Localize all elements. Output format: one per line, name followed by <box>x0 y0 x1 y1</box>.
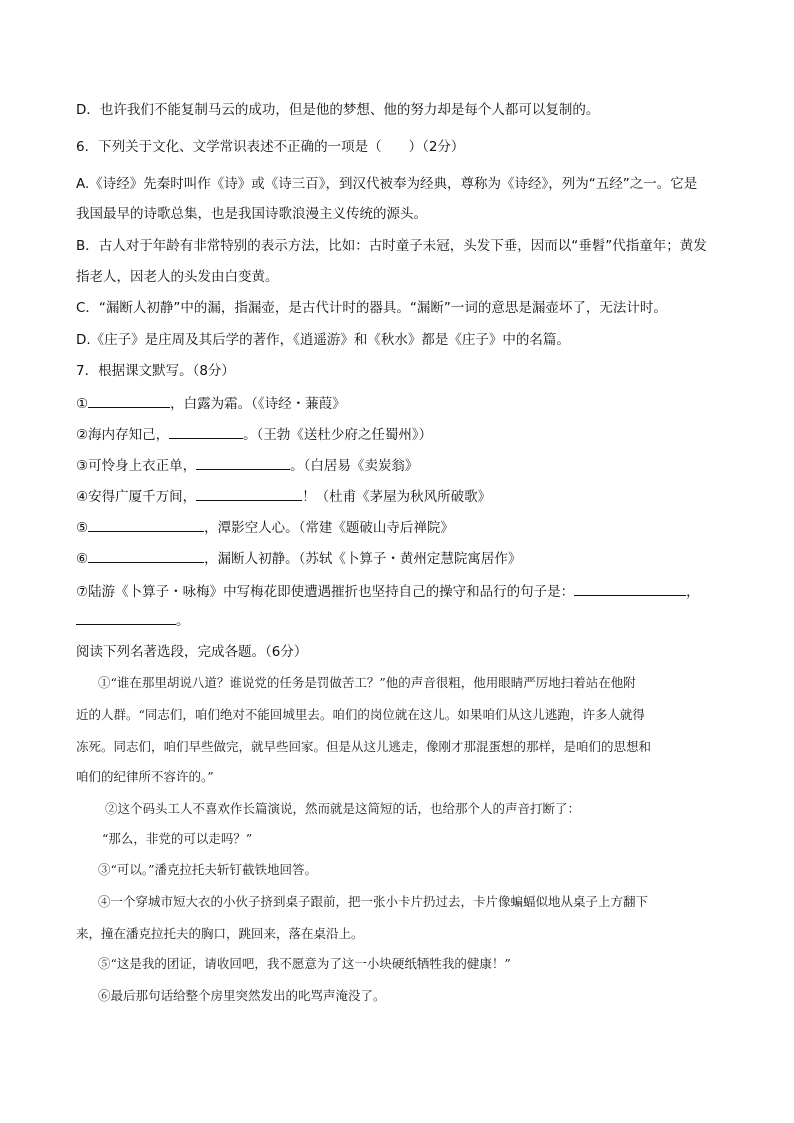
passage-p1-line4: 咱们的纪律所不容许的。” <box>76 769 214 784</box>
q7-item-2-prefix: ②海内存知己， <box>76 427 170 443</box>
q7-item-7 <box>76 581 721 601</box>
q6-option-a-line2: 我国最早的诗歌总集，也是我国诗歌浪漫主义传统的源头。 <box>76 206 427 222</box>
q7-item-4-prefix: ④安得广厦千万间， <box>76 489 197 505</box>
answer-blank[interactable] <box>76 610 176 625</box>
answer-blank[interactable] <box>88 393 170 408</box>
q7-item-1-suffix: ，白露为霜。（《诗经・蒹葭》 <box>170 396 346 412</box>
q6-option-c: C．“漏断人初静”中的漏，指漏壶，是古代计时的器具。“漏断”一词的意思是漏壶坏了，无法计时。 <box>76 300 667 316</box>
q7-item-3-prefix: ③可怜身上衣正单， <box>76 458 197 474</box>
q7-item-4-suffix: ！（杜甫《茅屋为秋风所破歌》 <box>302 489 492 505</box>
answer-blank[interactable] <box>196 486 302 501</box>
q6-option-d: D.《庄子》是庄周及其后学的著作，《逍遥游》和《秋水》都是《庄子》中的名篇。 <box>76 332 570 348</box>
q7-item-6-prefix: ⑥ <box>76 551 89 567</box>
passage-p2: ②这个码头工人不喜欢作长篇演说，然而就是这简短的话，也给那个人的声音打断了： <box>105 801 581 816</box>
q5-option-d: D．也许我们不能复制马云的成功，但是他的梦想、他的努力却是每个人都可以复制的。 <box>76 102 600 118</box>
answer-blank[interactable] <box>574 581 686 596</box>
q7-item-2-suffix: 。（王勃《送杜少府之任蜀州》） <box>243 427 433 443</box>
q6-option-a-line1: A.《诗经》先秦时叫作《诗》或《诗三百》，到汉代被奉为经典，尊称为《诗经》，列为“五经”之一。它是 <box>76 176 698 192</box>
q7-item-3 <box>76 455 721 475</box>
q7-item-3-suffix: 。（白居易《卖炭翁》 <box>290 458 419 474</box>
passage-p6: ⑥最后那句话给整个房里突然发出的叱骂声淹没了。 <box>98 988 386 1003</box>
q6-option-b-line2: 指老人，因老人的头发由白变黄。 <box>76 269 279 285</box>
q7-item-5 <box>76 517 721 537</box>
q6-stem: 6．下列关于文化、文学常识表述不正确的一项是（ ）（2分） <box>76 139 465 155</box>
passage-p3: ③“可以。”潘克拉托夫斩钉截铁地回答。 <box>98 862 318 877</box>
q7-item-7-comma: ， <box>686 584 700 600</box>
q7-item-5-prefix: ⑤ <box>76 520 89 536</box>
q7-item-1-prefix: ① <box>76 396 89 412</box>
passage-p4-line2: 来，撞在潘克拉托夫的胸口，跳回来，落在桌沿上。 <box>76 926 364 941</box>
passage-p4-line1: ④一个穿城市短大衣的小伙子挤到桌子跟前，把一张小卡片扔过去，卡片像蝙蝠似地从桌子上方翻下 <box>98 894 649 909</box>
q7-item-6 <box>76 548 721 568</box>
answer-blank[interactable] <box>88 548 204 563</box>
passage-p1-line2: 近的人群。“同志们，咱们绝对不能回城里去。咱们的岗位就在这儿。如果咱们从这儿逃跑，许多人就得 <box>76 707 645 722</box>
passage-p5: ⑤“这是我的团证，请收回吧，我不愿意为了这一小块硬纸牺牲我的健康！” <box>98 956 511 971</box>
answer-blank[interactable] <box>169 424 243 439</box>
q7-stem: 7．根据课文默写。（8分） <box>76 363 235 379</box>
reading-instruction: 阅读下列名著选段，完成各题。（6分） <box>76 644 308 660</box>
q7-item-2 <box>76 424 721 444</box>
q7-item-4 <box>76 486 721 506</box>
q7-item-7-cont <box>76 610 721 630</box>
answer-blank[interactable] <box>88 517 204 532</box>
q7-item-1 <box>76 393 721 413</box>
answer-blank[interactable] <box>196 455 290 470</box>
q6-option-b-line1: B．古人对于年龄有非常特别的表示方法，比如：古时童子未冠，头发下垂，因而以“垂髫”代指童年；黄发 <box>76 238 707 254</box>
q7-item-6-suffix: ，漏断人初静。（苏轼《卜算子・黄州定慧院寓居作》 <box>204 551 522 567</box>
q7-item-5-suffix: ，潭影空人心。（常建《题破山寺后禅院》 <box>204 520 454 536</box>
passage-p2-quote: “那么，非党的可以走吗？” <box>102 831 253 846</box>
q7-item-7-end: 。 <box>176 613 190 629</box>
q7-item-7-text: ⑦陆游《卜算子・咏梅》中写梅花即使遭遇摧折也坚持自己的操守和品行的句子是： <box>76 584 575 600</box>
passage-p1-line1: ①“谁在那里胡说八道？谁说党的任务是罚做苦工？”他的声音很粗，他用眼睛严厉地扫着站在他附 <box>98 675 636 690</box>
passage-p1-line3: 冻死。同志们，咱们早些做完，就早些回家。但是从这儿逃走，像刚才那混蛋想的那样，是咱们的思想和 <box>76 739 652 754</box>
